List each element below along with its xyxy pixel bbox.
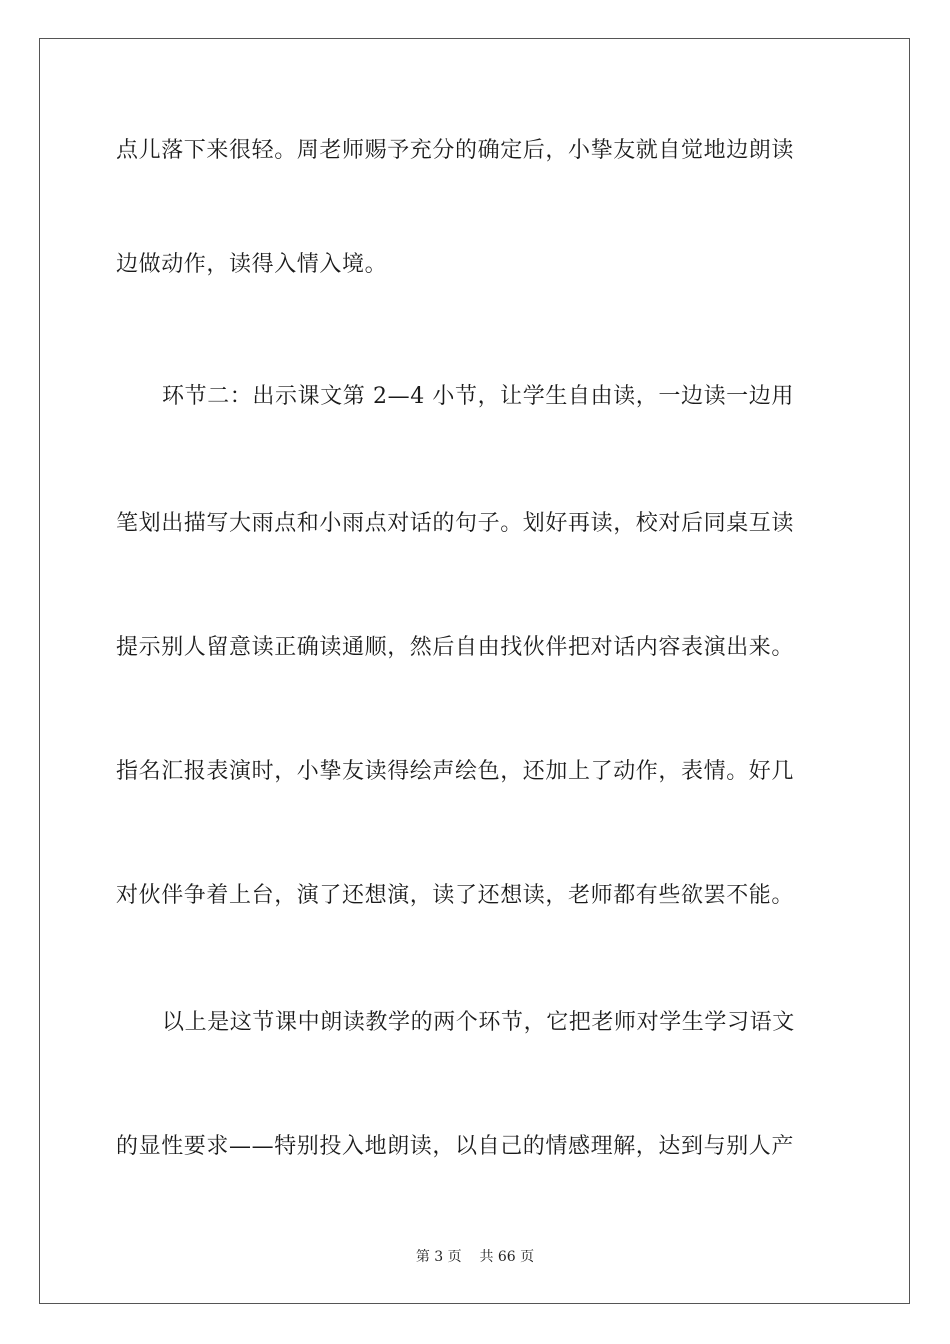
body-line-8: 以上是这节课中朗读教学的两个环节，它把老师对学生学习语文	[162, 1010, 795, 1035]
body-line-2: 边做动作，读得入情入境。	[116, 252, 388, 277]
body-line-1: 点儿落下来很轻。周老师赐予充分的确定后，小挚友就自觉地边朗读	[116, 138, 795, 163]
body-line-3: 环节二：出示课文第 2—4 小节，让学生自由读，一边读一边用	[162, 384, 794, 409]
body-line-5: 提示别人留意读正确读通顺，然后自由找伙伴把对话内容表演出来。	[116, 635, 795, 660]
page-total: 共 66 页	[479, 1249, 535, 1265]
body-line-6: 指名汇报表演时，小挚友读得绘声绘色，还加上了动作，表情。好几	[116, 759, 795, 784]
page-number: 第 3 页	[415, 1249, 462, 1265]
body-line-4: 笔划出描写大雨点和小雨点对话的句子。划好再读，校对后同桌互读	[116, 511, 795, 536]
page-footer	[0, 1248, 950, 1266]
body-line-7: 对伙伴争着上台，演了还想演，读了还想读，老师都有些欲罢不能。	[116, 883, 795, 908]
page-border	[39, 38, 910, 1304]
body-line-9: 的显性要求——特别投入地朗读，以自己的情感理解，达到与别人产	[116, 1134, 795, 1159]
